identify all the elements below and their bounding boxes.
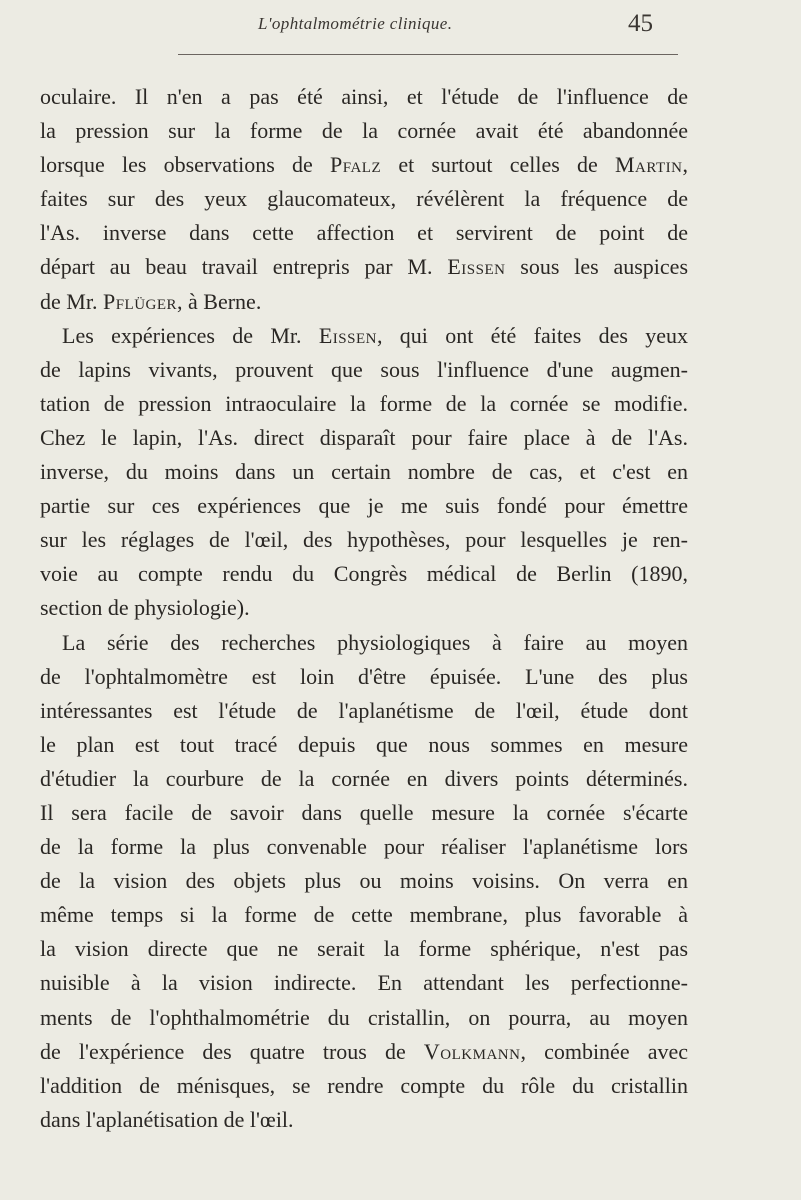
text-line: [40, 250, 688, 284]
text-line: [40, 1001, 688, 1035]
author-name: Martin: [615, 152, 683, 178]
header-rule: [178, 54, 678, 55]
text-segment: le plan est tout tracé depuis que nous sommes en mesure: [40, 731, 688, 757]
text-segment: La série des recherches physiologiques à faire au moyen: [62, 629, 688, 655]
text-segment: section de physiologie).: [40, 595, 250, 621]
text-segment: ,: [682, 152, 688, 178]
author-name: Pflüger: [102, 288, 178, 314]
text-segment: ments de l'ophthalmométrie du cristallin, on pourra, au moyen: [40, 1004, 688, 1030]
text-line: [40, 591, 688, 625]
page-header: [0, 12, 801, 52]
text-segment: la vision directe que ne serait la forme sphérique, n'est pas: [40, 936, 688, 962]
text-segment: lorsque les observations de: [40, 152, 330, 178]
text-segment: de lapins vivants, prouvent que sous l'influence d'une augmen-: [40, 356, 688, 382]
text-line: [40, 148, 688, 182]
text-segment: de Mr.: [40, 288, 103, 314]
text-line: [40, 694, 688, 728]
body-text: [40, 80, 688, 1137]
text-line: [40, 523, 688, 557]
page-number: 45: [628, 10, 653, 37]
text-segment: sur les réglages de l'œil, des hypothèses, pour lesquelles je ren-: [40, 527, 688, 553]
text-segment: et surtout celles de: [381, 152, 615, 178]
text-line: [40, 1069, 688, 1103]
text-segment: de la vision des objets plus ou moins voisins. On verra en: [40, 868, 688, 894]
text-segment: la pression sur la forme de la cornée avait été abandonnée: [40, 118, 688, 144]
text-segment: même temps si la forme de cette membrane, plus favorable à: [40, 902, 688, 928]
text-line: [40, 966, 688, 1000]
text-segment: l'As. inverse dans cette affection et servirent de point de: [40, 220, 688, 246]
text-line: [40, 660, 688, 694]
text-segment: de l'ophtalmomètre est loin d'être épuisée. L'une des plus: [40, 663, 688, 689]
text-line: [40, 421, 688, 455]
text-segment: Chez le lapin, l'As. direct disparaît pour faire place à de l'As.: [40, 424, 688, 450]
text-line: [40, 1103, 688, 1137]
author-name: Pfalz: [330, 152, 382, 178]
text-segment: de la forme la plus convenable pour réaliser l'aplanétisme lors: [40, 834, 688, 860]
text-segment: inverse, du moins dans un certain nombre de cas, et c'est en: [40, 459, 688, 485]
text-segment: intéressantes est l'étude de l'aplanétisme de l'œil, étude dont: [40, 697, 688, 723]
author-name: Volkmann: [423, 1038, 521, 1064]
text-segment: nuisible à la vision indirecte. En attendant les perfectionne-: [40, 970, 688, 996]
text-line: [40, 319, 688, 353]
text-segment: , à Berne.: [177, 288, 262, 314]
text-line: [40, 796, 688, 830]
text-segment: , combinée avec: [520, 1038, 689, 1064]
text-segment: dans l'aplanétisation de l'œil.: [40, 1106, 294, 1132]
text-segment: sous les auspices: [505, 254, 689, 280]
text-line: [40, 830, 688, 864]
text-line: [40, 80, 688, 114]
text-line: [40, 114, 688, 148]
text-line: [40, 182, 688, 216]
text-segment: oculaire. Il n'en a pas été ainsi, et l'étude de l'influence de: [40, 84, 688, 109]
text-line: [40, 557, 688, 591]
text-line: [40, 489, 688, 523]
text-line: [40, 1035, 688, 1069]
text-line: [40, 626, 688, 660]
text-line: [40, 728, 688, 762]
text-line: [40, 455, 688, 489]
text-line: [40, 898, 688, 932]
text-segment: Les expériences de Mr.: [62, 322, 319, 348]
author-name: Eissen: [318, 322, 377, 348]
text-segment: départ au beau travail entrepris par M.: [40, 254, 448, 280]
text-line: [40, 864, 688, 898]
text-segment: d'étudier la courbure de la cornée en divers points déterminés.: [40, 765, 688, 791]
text-segment: l'addition de ménisques, se rendre compte du rôle du cristallin: [40, 1072, 688, 1098]
text-segment: de l'expérience des quatre trous de: [40, 1038, 424, 1064]
text-segment: tation de pression intraoculaire la forme de la cornée se modifie.: [40, 390, 688, 416]
text-line: [40, 762, 688, 796]
text-line: [40, 932, 688, 966]
text-segment: voie au compte rendu du Congrès médical de Berlin (1890,: [40, 561, 688, 587]
text-segment: partie sur ces expériences que je me suis fondé pour émettre: [40, 493, 688, 519]
text-line: [40, 353, 688, 387]
text-line: [40, 216, 688, 250]
text-line: [40, 387, 688, 421]
text-line: [40, 285, 688, 319]
author-name: Eissen: [447, 254, 506, 280]
running-title: L'ophtalmométrie clinique.: [258, 14, 453, 33]
text-segment: , qui ont été faites des yeux: [376, 322, 688, 348]
text-segment: faites sur des yeux glaucomateux, révélèrent la fréquence de: [40, 186, 688, 212]
text-segment: Il sera facile de savoir dans quelle mesure la cornée s'écarte: [40, 799, 688, 825]
